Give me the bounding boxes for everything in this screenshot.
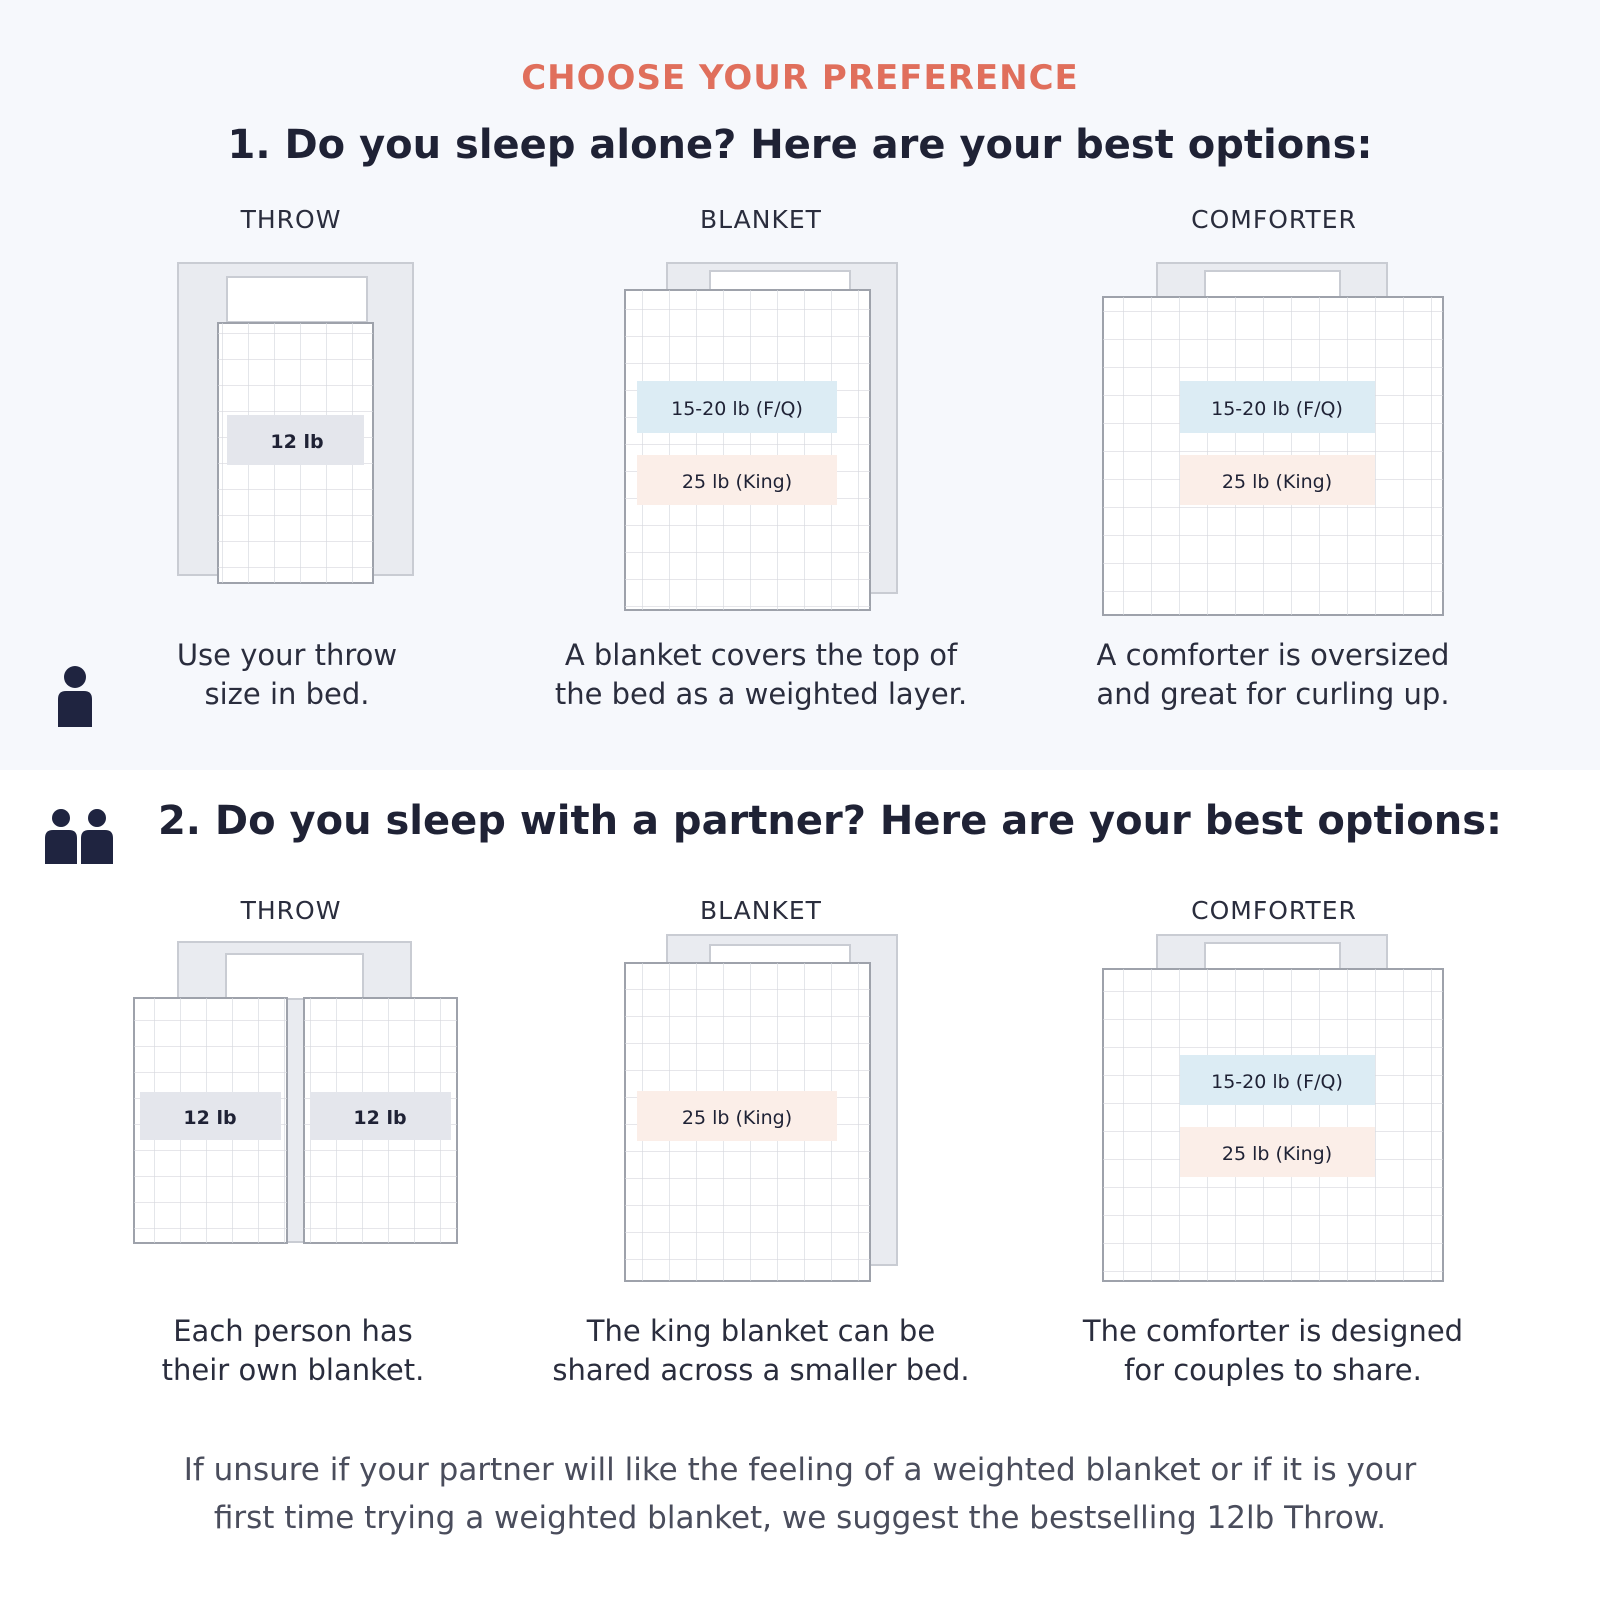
partner-label-throw: THROW <box>240 896 342 925</box>
weight-label-fq: 15-20 lb (F/Q) <box>1211 1071 1343 1093</box>
solo-throw-desc <box>57 636 517 714</box>
weight-label-right: 12 lb <box>353 1107 407 1129</box>
solo-throw-diagram <box>170 255 430 595</box>
desc-line: their own blanket. <box>161 1353 425 1387</box>
partner-heading: 2. Do you sleep with a partner? Here are your best options: <box>157 798 1503 844</box>
desc-line: Use your throw <box>176 638 398 672</box>
weight-label-fq: 15-20 lb (F/Q) <box>671 398 803 420</box>
solo-blanket-diagram <box>615 255 915 625</box>
partner-label-blanket: BLANKET <box>700 896 822 925</box>
pillow <box>1205 943 1340 971</box>
comforter-grid <box>1103 969 1443 1281</box>
footer-line: first time trying a weighted blanket, we suggest the bestselling 12lb Throw. <box>213 1500 1387 1536</box>
solo-label-blanket: BLANKET <box>700 205 822 234</box>
desc-line: The comforter is designed <box>1082 1314 1464 1348</box>
partner-comforter-diagram <box>1095 935 1455 1305</box>
desc-line: and great for curling up. <box>1096 677 1450 711</box>
desc-line: A comforter is oversized <box>1096 638 1450 672</box>
desc-line: for couples to share. <box>1124 1353 1422 1387</box>
pillow <box>227 277 367 322</box>
desc-line: size in bed. <box>204 677 370 711</box>
weight-label-fq: 15-20 lb (F/Q) <box>1211 398 1343 420</box>
desc-line: A blanket covers the top of <box>564 638 958 672</box>
solo-label-comforter: COMFORTER <box>1191 205 1357 234</box>
blanket-grid <box>625 290 870 610</box>
partner-label-comforter: COMFORTER <box>1191 896 1357 925</box>
solo-section <box>0 0 1600 770</box>
desc-line: the bed as a weighted layer. <box>554 677 968 711</box>
pillow <box>1205 271 1340 299</box>
partner-comforter-desc <box>1043 1312 1503 1390</box>
partner-blanket-desc <box>531 1312 991 1390</box>
solo-comforter-desc <box>1043 636 1503 714</box>
solo-label-throw: THROW <box>240 205 342 234</box>
weight-label-king: 25 lb (King) <box>681 471 793 493</box>
desc-line: The king blanket can be <box>586 1314 936 1348</box>
weight-label-king: 25 lb (King) <box>681 1107 793 1129</box>
weight-label-king: 25 lb (King) <box>1221 1143 1333 1165</box>
weight-label: 12 lb <box>270 431 324 453</box>
solo-heading: 1. Do you sleep alone? Here are your best options: <box>227 122 1373 168</box>
partner-blanket-diagram <box>615 935 915 1295</box>
partner-throw-diagram <box>128 942 468 1252</box>
desc-line: shared across a smaller bed. <box>552 1353 970 1387</box>
pillow <box>226 954 363 999</box>
footer-note <box>0 1446 1600 1542</box>
footer-line: If unsure if your partner will like the feeling of a weighted blanket or if it is your <box>183 1452 1417 1488</box>
partner-section <box>0 770 1600 1600</box>
desc-line: Each person has <box>173 1314 413 1348</box>
partner-throw-desc <box>63 1312 523 1390</box>
solo-blanket-desc <box>531 636 991 714</box>
eyebrow-title: CHOOSE YOUR PREFERENCE <box>521 58 1079 98</box>
weight-label-left: 12 lb <box>183 1107 237 1129</box>
weight-label-king: 25 lb (King) <box>1221 471 1333 493</box>
solo-comforter-diagram <box>1095 255 1455 625</box>
